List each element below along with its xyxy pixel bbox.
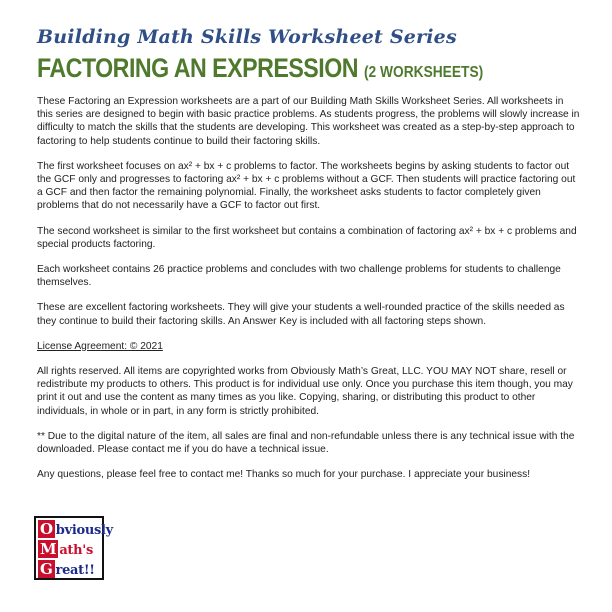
sales-note-paragraph: ** Due to the digital nature of the item, all sales are final and non-refundable unless there is any technical issue with the downloaded. Please contact me if you do have a technical issue. [37,430,575,456]
logo-text-obviously: bviously [55,523,113,538]
first-worksheet-paragraph: The first worksheet focuses on ax² + bx + c problems to factor. The worksheets begins by asking students to factor out the GCF only and progresses to factoring ax² + bx + c problems without a GCF. Then students will practice factoring out a GCF and then factor the remaining polynomial. Finally, the worksheet asks students to factor completely given problems that do not necessarily have a GCF to factor out first. [37,160,576,212]
logo-cap-o: O [40,520,53,538]
license-heading: License Agreement: © 2021 [37,340,163,352]
obviously-maths-great-logo [34,516,113,580]
series-title: Building Math Skills Worksheet Series [37,26,457,48]
second-worksheet-paragraph: The second worksheet is similar to the first worksheet but contains a combination of factoring ax² + bx + c problems and special products factoring. [37,225,577,250]
summary-paragraph: These are excellent factoring worksheets. They will give your students a well-rounded practice of the skills needed as they continue to build their factoring skills. An Answer Key is included with all factoring steps shown. [37,302,565,327]
page-title-main: FACTORING AN EXPRESSION [37,53,359,83]
logo-cap-m: M [40,540,57,558]
page-title [37,53,483,84]
logo-text-maths: ath's [59,543,93,558]
logo-text-great: reat!! [55,563,95,578]
practice-problems-paragraph: Each worksheet contains 26 practice problems and concludes with two challenge problems for students to challenge themselves. [37,264,561,289]
description-body [37,95,582,493]
logo-line-obviously [38,520,113,540]
license-rights-paragraph: All rights reserved. All items are copyrighted works from Obviously Math’s Great, LLC. YOU MAY NOT share, resell or redistribute my products to others. This product is for individual use only. Once you purchase this item though, you may print it out and use the content as many times as you like. Copying, sharing, or distributing this product to other individuals, in whole or in part, in any form is strictly prohibited. [37,366,573,417]
logo-line-maths [38,540,100,560]
intro-paragraph: These Factoring an Expression worksheets are a part of our Building Math Skills Worksheet Series. All worksheets in this series are designed to begin with basic practice problems. As students progress, the problems will slowly increase in difficulty to match the skills that the students are developing. This worksheet was created as a step-by-step approach to factoring to help students continue to build their factoring skills. [37,96,580,147]
logo-cap-g: G [40,560,53,578]
closing-paragraph: Any questions, please feel free to contact me! Thanks so much for your purchase. I appreciate your business! [37,469,531,481]
page-title-sub: (2 WORKSHEETS) [363,64,484,81]
logo-line-great [38,560,100,580]
